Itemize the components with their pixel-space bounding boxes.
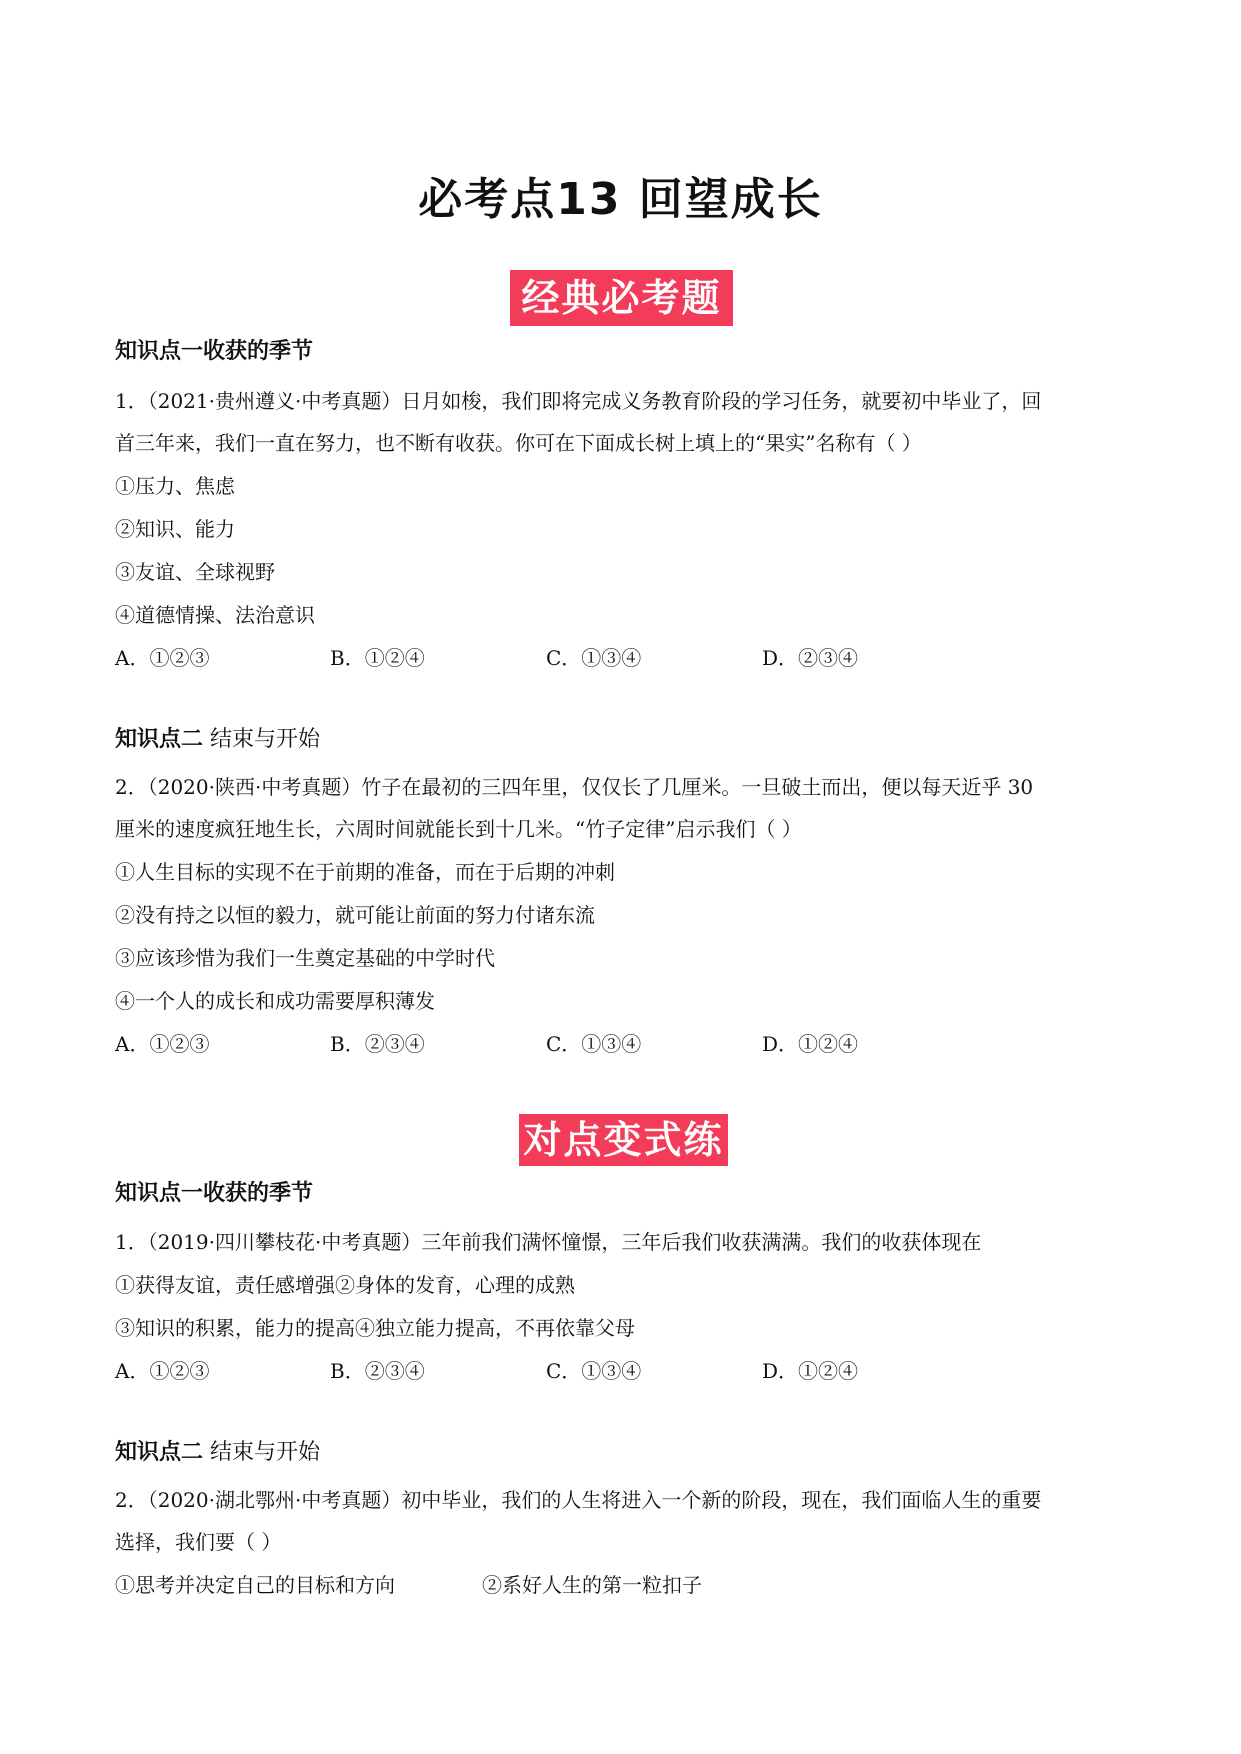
knowledge-point-heading bbox=[115, 1439, 320, 1467]
knowledge-point-heading bbox=[115, 1180, 313, 1208]
question-item: ②知识、能力 bbox=[115, 517, 235, 541]
answer-option-b: B．②③④ bbox=[330, 1359, 425, 1383]
page-title: 必考点13 回望成长 bbox=[418, 174, 823, 225]
kp-subtitle: 结束与开始 bbox=[203, 1440, 321, 1465]
question-item: ①思考并决定自己的目标和方向 bbox=[115, 1573, 395, 1597]
question-item: ④道德情操、法治意识 bbox=[115, 603, 315, 627]
answer-option-a: A．①②③ bbox=[115, 1032, 210, 1056]
question-text: 首三年来，我们一直在努力，也不断有收获。你可在下面成长树上填上的“果实”名称有（ ） bbox=[115, 431, 922, 455]
answer-option-b: B．②③④ bbox=[330, 1032, 425, 1056]
question-item: ③应该珍惜为我们一生奠定基础的中学时代 bbox=[115, 946, 495, 970]
answer-option-b: B．①②④ bbox=[330, 646, 425, 670]
question-text: 1．（2021·贵州遵义·中考真题）日月如梭，我们即将完成义务教育阶段的学习任务，就要初中毕业了，回 bbox=[115, 389, 1042, 413]
question-text: 厘米的速度疯狂地生长，六周时间就能长到十几米。“竹子定律”启示我们（ ） bbox=[115, 817, 802, 841]
question-item: ①人生目标的实现不在于前期的准备，而在于后期的冲刺 bbox=[115, 860, 615, 884]
question-item: ③友谊、全球视野 bbox=[115, 560, 275, 584]
question-item: ①获得友谊，责任感增强②身体的发育，心理的成熟 bbox=[115, 1273, 575, 1297]
knowledge-point-heading bbox=[115, 726, 320, 754]
question-text: 1．（2019·四川攀枝花·中考真题）三年前我们满怀憧憬，三年后我们收获满满。我们的收获体现在 bbox=[115, 1230, 982, 1254]
question-item: ④一个人的成长和成功需要厚积薄发 bbox=[115, 989, 435, 1013]
section-banner-practice: 对点变式练 bbox=[519, 1114, 728, 1166]
kp-title: 知识点二 bbox=[115, 1440, 204, 1465]
answer-option-d: D．①②④ bbox=[762, 1359, 859, 1383]
question-text: 选择，我们要（ ） bbox=[115, 1530, 282, 1554]
answer-option-c: C．①③④ bbox=[546, 1032, 642, 1056]
kp-title: 知识点二 bbox=[115, 727, 204, 752]
answer-option-a: A．①②③ bbox=[115, 646, 210, 670]
question-item: ②没有持之以恒的毅力，就可能让前面的努力付诸东流 bbox=[115, 903, 595, 927]
section-banner-classic: 经典必考题 bbox=[510, 270, 733, 326]
knowledge-point-heading bbox=[115, 338, 313, 366]
answer-option-c: C．①③④ bbox=[546, 1359, 642, 1383]
answer-option-d: D．②③④ bbox=[762, 646, 859, 670]
kp-title: 知识点一收获的季节 bbox=[115, 1181, 314, 1206]
answer-option-c: C．①③④ bbox=[546, 646, 642, 670]
answer-option-d: D．①②④ bbox=[762, 1032, 859, 1056]
question-item: ①压力、焦虑 bbox=[115, 474, 235, 498]
question-item: ③知识的积累，能力的提高④独立能力提高，不再依靠父母 bbox=[115, 1316, 635, 1340]
question-text: 2．（2020·陕西·中考真题）竹子在最初的三四年里，仅仅长了几厘米。一旦破土而出，便以每天近乎 30 bbox=[115, 775, 1034, 799]
kp-title: 知识点一收获的季节 bbox=[115, 339, 314, 364]
question-item: ②系好人生的第一粒扣子 bbox=[482, 1573, 702, 1597]
question-text: 2．（2020·湖北鄂州·中考真题）初中毕业，我们的人生将进入一个新的阶段，现在，我们面临人生的重要 bbox=[115, 1488, 1042, 1512]
kp-subtitle: 结束与开始 bbox=[203, 727, 321, 752]
answer-option-a: A．①②③ bbox=[115, 1359, 210, 1383]
